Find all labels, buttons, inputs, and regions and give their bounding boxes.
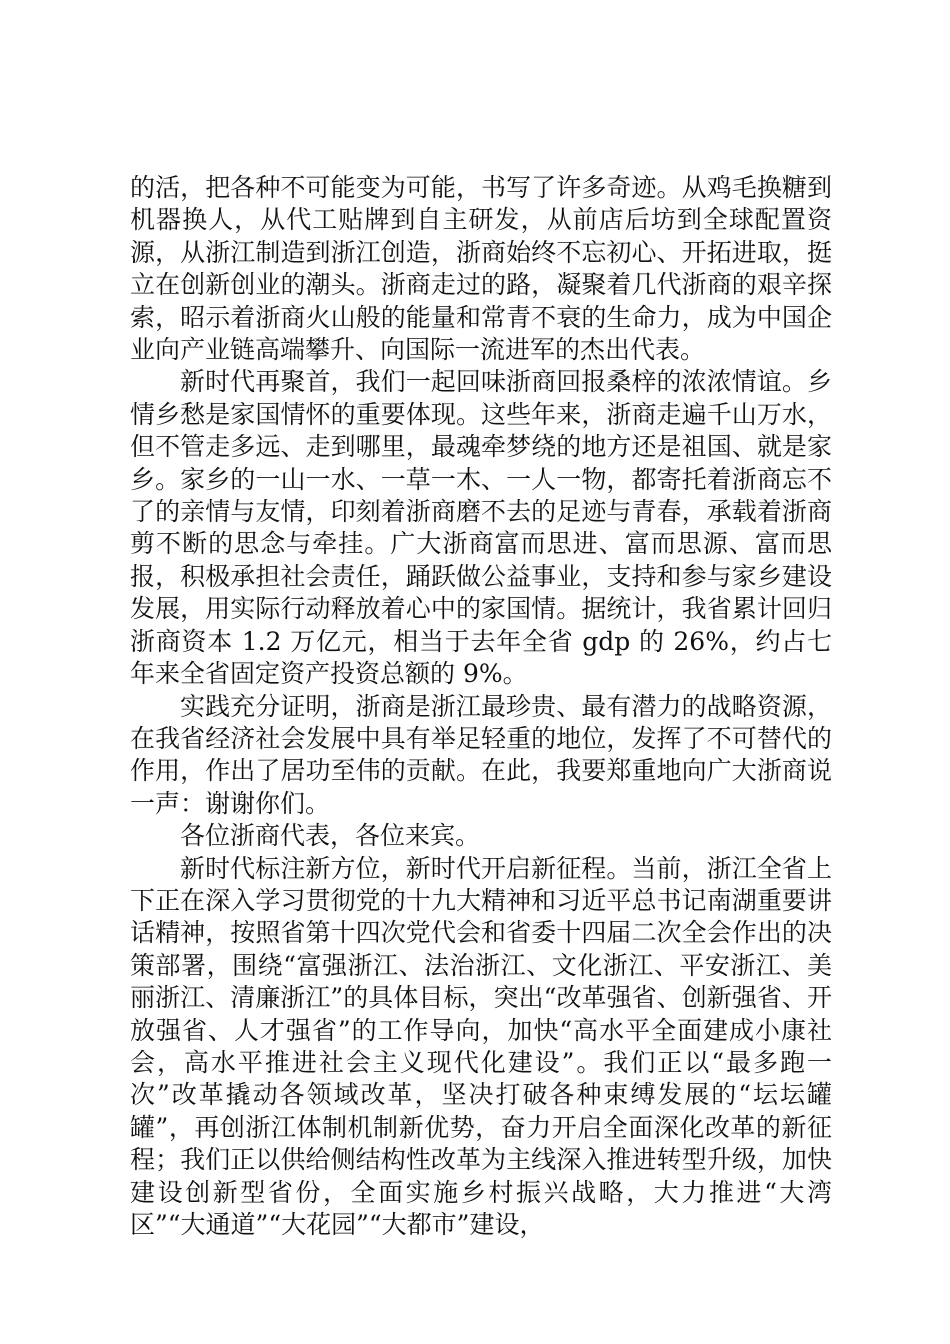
paragraph-4: 各位浙商代表，各位来宾。 (180, 821, 481, 851)
paragraph-5: 新时代标注新方位，新时代开启新征程。当前，浙江全省上下正在深入学习贯彻党的十九大精神和习近平总书记南湖重要讲话精神，按照省第十四次党代会和省委十四届二次全会作出的决策部署，围绕“富强浙江、法治浙江、文化浙江、平安浙江、美丽浙江、清廉浙江”的具体目标，突出“改革强省、创新强省、开放强省、人才强省”的工作导向，加快“高水平全面建成小康社会，高水平推进社会主义现代化建设”。我们正以“最多跑一次”改革撬动各领域改革，坚决打破各种束缚发展的“坛坛罐罐”，再创浙江体制机制新优势，奋力开启全面深化改革的新征程；我们正以供给侧结构性改革为主线深入推进转型升级，加快建设创新型省份，全面实施乡村振兴战略，大力推进“大湾区”“大通道”“大花园”“大都市”建设， (130, 853, 832, 1239)
paragraph-1: 的活，把各种不可能变为可能，书写了许多奇迹。从鸡毛换糖到机器换人，从代工贴牌到自主研发，从前店后坊到全球配置资源，从浙江制造到浙江创造，浙商始终不忘初心、开拓进取，挺立在创新创业的潮头。浙商走过的路，凝聚着几代浙商的艰辛探索，昭示着浙商火山般的能量和常青不衰的生命力，成为中国企业向产业链高端攀升、向国际一流进军的杰出代表。 (130, 173, 832, 365)
document-body (130, 172, 832, 1241)
paragraph-2: 新时代再聚首，我们一起回味浙商回报桑梓的浓浓情谊。乡情乡愁是家国情怀的重要体现。这些年来，浙商走遍千山万水，但不管走多远、走到哪里，最魂牵梦绕的地方还是祖国、就是家乡。家乡的一山一水、一草一木、一人一物，都寄托着浙商忘不了的亲情与友情，印刻着浙商磨不去的足迹与青春，承载着浙商剪不断的思念与牵挂。广大浙商富而思进、富而思源、富而思报，积极承担社会责任，踊跃做公益事业，支持和参与家乡建设发展，用实际行动释放着心中的家国情。据统计，我省累计回归浙商资本 1.2 万亿元，相当于去年全省 gdp 的 26%，约占七年来全省固定资产投资总额的 9%。 (130, 367, 832, 689)
paragraph-3: 实践充分证明，浙商是浙江最珍贵、最有潜力的战略资源，在我省经济社会发展中具有举足轻重的地位，发挥了不可替代的作用，作出了居功至伟的贡献。在此，我要郑重地向广大浙商说一声：谢谢你们。 (130, 691, 832, 818)
